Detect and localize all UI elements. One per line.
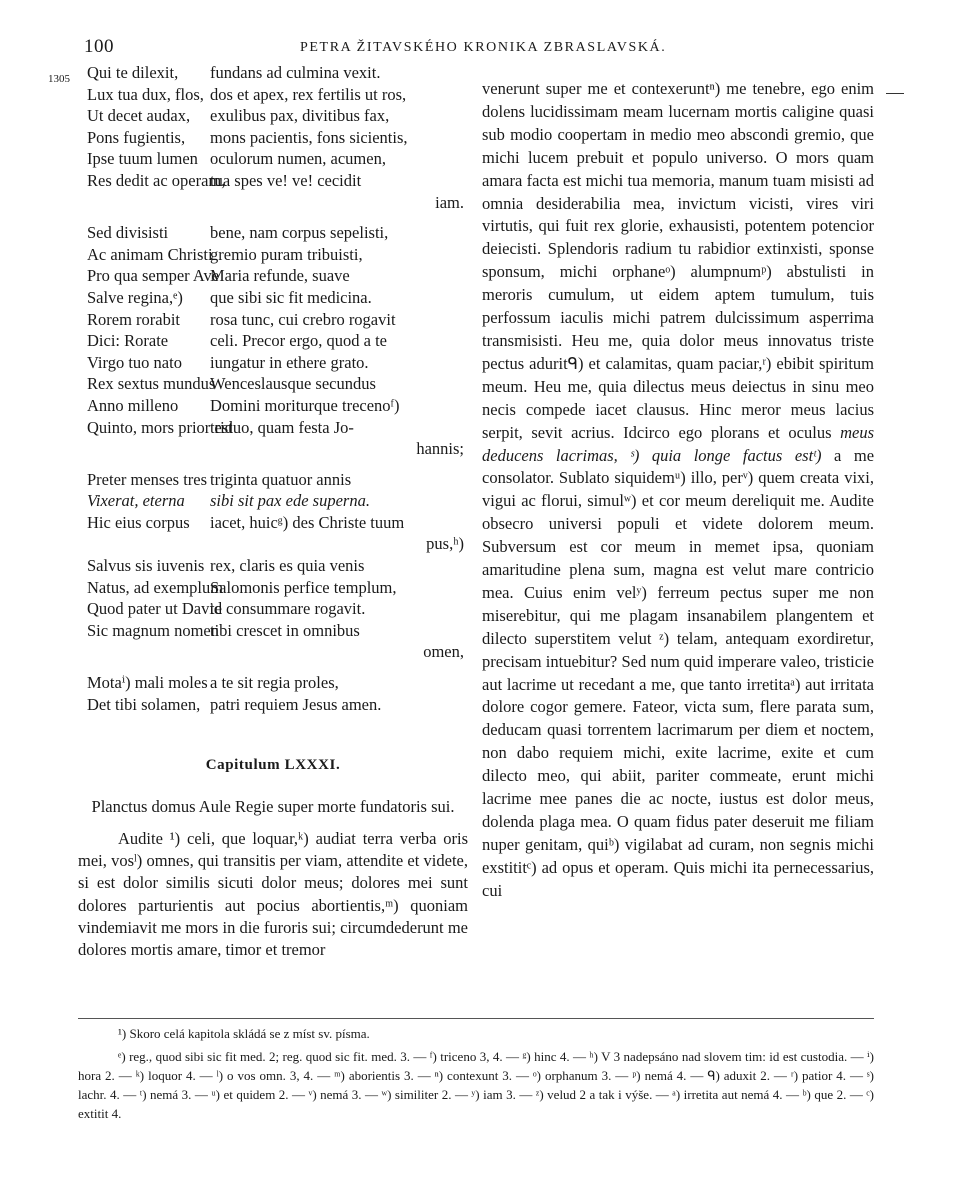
poem-line-second-half: que sibi sic fit medicina. [210, 287, 372, 307]
poem-line [78, 598, 468, 620]
poem-line-first-half: Ac animam Christi [87, 244, 213, 264]
poem-line-first-half: Ipse tuum lumen [87, 149, 198, 169]
poem-line-second-half: triginta quatuor annis [210, 469, 352, 489]
poem-line-second-half: gremio puram tribuisti, [210, 244, 363, 264]
poem-line-second-half: oculorum numen, acumen, [210, 149, 386, 169]
right-column-paragraph [482, 78, 874, 903]
poem-line [78, 127, 468, 149]
poem-line-second-half: Maria refunde, suave [210, 266, 350, 286]
poem-line-second-half: Domini moriturque trecenoᶠ) [210, 395, 400, 415]
poem-line [78, 438, 468, 460]
poem-line-second-half: tibi crescet in omnibus [210, 620, 360, 640]
poem-line-first-half: Preter menses tres [87, 469, 208, 489]
poem-line [78, 170, 468, 192]
poem-line [78, 222, 468, 244]
poem-line-second-half: a te sit regia proles, [210, 673, 339, 693]
poem-line [78, 672, 468, 694]
poem-line [78, 330, 468, 352]
poem-line-second-half: tua spes ve! ve! cecidit [210, 170, 362, 190]
poem-line [78, 555, 468, 577]
year-marker: 1305 [48, 73, 70, 85]
poem-line-second-half: rosa tunc, cui crebro rogavit [210, 309, 396, 329]
poem-line-second-half: triduo, quam festa Jo- [210, 417, 354, 437]
poem-line-first-half: Salve regina,ᵉ) [87, 287, 183, 307]
poem-line-first-half: Salvus sis iuvenis [87, 556, 205, 576]
poem-line [78, 244, 468, 266]
poem-line-first-half: Rex sextus mundus [87, 374, 216, 394]
poem-line-second-half: patri requiem Jesus amen. [210, 694, 382, 714]
poem-line-first-half: Pro qua semper Ave [87, 266, 220, 286]
margin-dash [886, 93, 904, 94]
poem-line [78, 577, 468, 599]
poem-line [78, 694, 468, 716]
poem-line [78, 265, 468, 287]
poem-line [78, 641, 468, 663]
poem-line-second-half: Salomonis perfice templum, [210, 577, 397, 597]
poem-line [78, 490, 468, 512]
poem-line-second-half: iungatur in ethere grato. [210, 352, 369, 372]
poem-line [78, 417, 468, 439]
footnote-variants: ᵉ) reg., quod sibi sic fit med. 2; reg. quod sic fit. med. 3. — ᶠ) triceno 3, 4. — ᵍ) hinc 4. — ʰ) V 3 nadepsáno nad slovem tim: id est custodia. — ⁱ) hora 2. — ᵏ) loquor 4. — ˡ) o vos omn. 3, 4. — ᵐ) aborientis 3. — ⁿ) contexunt 3. — ᵒ) orphanum 3. — ᵖ) nemá 4. — ᑫ) aduxit 2. — ʳ) patior 4. — ˢ) lachr. 4. — ᵗ) nemá 3. — ᵘ) et quidem 2. — ᵛ) nemá 3. — ʷ) similiter 2. — ʸ) iam 3. — ᶻ) velud 2 a tak i výše. — ᵃ) irretita aut nemá 4. — ᵇ) que 2. — ᶜ) extitit 4. [78, 1049, 874, 1121]
poem-line [78, 352, 468, 374]
poem-line-first-half: Lux tua dux, flos, [87, 84, 204, 104]
poem-line-continuation: iam. [435, 192, 464, 212]
footnote-rule [78, 1018, 874, 1019]
chapter-heading: Capitulum LXXXI. [205, 757, 341, 773]
poem-line-first-half: Rorem rorabit [87, 309, 181, 329]
poem-line-first-half: Quod pater ut David [87, 599, 223, 619]
poem-line-second-half: bene, nam corpus sepelisti, [210, 223, 389, 243]
footnote-source-note: ¹) Skoro celá kapitola skládá se z míst sv. písma. [118, 1026, 370, 1041]
poem-line [78, 395, 468, 417]
poem-line [78, 469, 468, 491]
poem-line-second-half: celi. Precor ergo, quod a te [210, 331, 388, 351]
poem-line-first-half: Hic eius corpus [87, 512, 190, 532]
poem-line [78, 84, 468, 106]
poem-line-second-half: te consummare rogavit. [210, 599, 366, 619]
poem-line-second-half: iacet, huicᵍ) des Christe tuum [210, 512, 405, 532]
poem-line [78, 512, 468, 534]
running-title: PETRA ŽITAVSKÉHO KRONIKA ZBRASLAVSKÁ. [300, 40, 667, 55]
chapter-body-paragraph: Audite ¹) celi, que loquar,ᵏ) audiat terra verba oris mei, vosˡ) omnes, qui transitis per viam, attendite et videte, si est dolor similis sicuti dolor meus; dolores mei sunt dolores parturientis aut pocius abortientis,ᵐ) quoniam vindemiavit me mors in die furoris sui; circumdederunt me dolores mortis amare, timor et tremor [78, 829, 468, 960]
poem-line-first-half: Sed divisisti [87, 223, 169, 243]
poem-line-second-half: fundans ad culmina vexit. [210, 63, 381, 82]
poem-line-continuation: hannis; [416, 439, 464, 459]
poem-line [78, 148, 468, 170]
right-column-italic-text: meus deducens lacrimas, ˢ) quia longe factus estᵗ) [482, 422, 874, 465]
poem-line [78, 533, 468, 555]
page-number: 100 [84, 36, 114, 57]
footnotes [78, 1024, 874, 1123]
poem-line-continuation: pus,ʰ) [426, 534, 464, 554]
poem-line-first-half: Virgo tuo nato [87, 352, 182, 372]
poem-line-first-half: Dici: Rorate [87, 331, 169, 351]
chapter-subtitle: Planctus domus Aule Regie super morte fundatoris sui. [91, 797, 455, 816]
poem-line-second-half: rex, claris es quia venis [210, 556, 365, 576]
poem-line-second-half: exulibus pax, divitibus fax, [210, 106, 390, 126]
right-column-text-2: a me consolator. Sublato siquidemᵘ) illo, perᵛ) quem creata vixi, vigui ac florui, simulʷ) et cor meum dereliquit me. Audite obsecro universi populi et videte dolorem meum. Subversum est cor meum in memet ipsa, quoniam amaritudine plena sum, magna est velut mare contricio mea. Cuius enim velʸ) ferreum pectus super me non miserebitur, qui me plagam insanabilem plangentem et dilecto superstitem velut ᶻ) telam, antequam exordiretur, precisam intuebitur? Sed num quid imperare valeo, tristicie aut lacrime ut recedant a me, que tanto irretitaᵃ) aut irritata dolore cogor gemere. Fateor, victa sum, flere parata sum, deducam quasi torrentem lacrimarum per diem et noctem, non dabo requiem michi, exite lacrime, exite et cum dilecto meo, qui abiit, pariter commeate, erunt michi lacrime mee panes die ac nocte, iustus est dolor meus, dolenda plaga mea. O quam fidus pater deseruit me filiam nuper genitam, quiᵇ) vigilabat ad curam, non segnis michi exstititᶜ) ad opus et operam. Quis michi ita pernecessarius, cui [482, 445, 875, 900]
poem-line [78, 309, 468, 331]
poem-line-second-half: sibi sit pax ede superna. [210, 491, 370, 511]
poem-line-first-half: Anno milleno [87, 395, 179, 415]
poem-line-continuation: omen, [423, 642, 464, 662]
poem-line-first-half: Res dedit ac operam, [87, 170, 226, 190]
poem-line-first-half: Vixerat, eterna [87, 491, 185, 511]
poem-line-second-half: Wenceslausque secundus [210, 374, 376, 394]
poem-line-second-half: mons pacientis, fons sicientis, [210, 127, 408, 147]
poem-line [78, 62, 468, 84]
poem-line [78, 192, 468, 214]
poem-line-first-half: Sic magnum nomen [87, 620, 219, 640]
poem-line [78, 105, 468, 127]
poem-line [78, 620, 468, 642]
chapter-section [78, 757, 468, 961]
poem [78, 62, 468, 715]
poem-line-first-half: Motaⁱ) mali moles [87, 673, 208, 693]
poem-line-first-half: Quinto, mors prior est [87, 417, 233, 437]
poem-line-first-half: Ut decet audax, [87, 106, 191, 126]
poem-line-second-half: dos et apex, rex fertilis ut ros, [210, 84, 407, 104]
poem-line-first-half: Pons fugientis, [87, 127, 186, 147]
poem-line-first-half: Det tibi solamen, [87, 694, 201, 714]
poem-line-first-half: Natus, ad exemplum [87, 577, 224, 597]
poem-line [78, 287, 468, 309]
poem-line [78, 373, 468, 395]
poem-line-first-half: Qui te dilexit, [87, 63, 179, 82]
right-column [482, 78, 874, 903]
right-column-text-1: venerunt super me et contexeruntⁿ) me tenebre, ego enim dolens lucidissimam meam lucernam mortis caligine quasi sub modio coopertam in medio meo abscondi gremio, que michi lucem prebuit et populo universo. O mors quam amara facta est michi tua memoria, manum tuam misisti ad omnia desiderabilia mea, invictum vicisti, vires viri virtutis, qui fuit rex glorie, exhausisti, potentem potencior deiecisti. Splendoris radium tu rabidior extinxisti, sponse sponsum, michi orphaneᵒ) alumpnumᵖ) abstulisti in meroris cumulum, ut eidem aptem tumulum, tuis perfossum iaculis michi patrem dulcissimum asperrima transmisisti. Heu me, quia dolor meus innovatus triste pectus aduritᑫ) et calamitas, quam paciar,ʳ) ebibit spiritum meum. Heu me, quia dilectus meus deiectus in sinu meo necis compede iacet clausus. Hinc meror meus lacius serpit, sevit acrius. Idcirco ego plorans et oculus [482, 79, 874, 442]
